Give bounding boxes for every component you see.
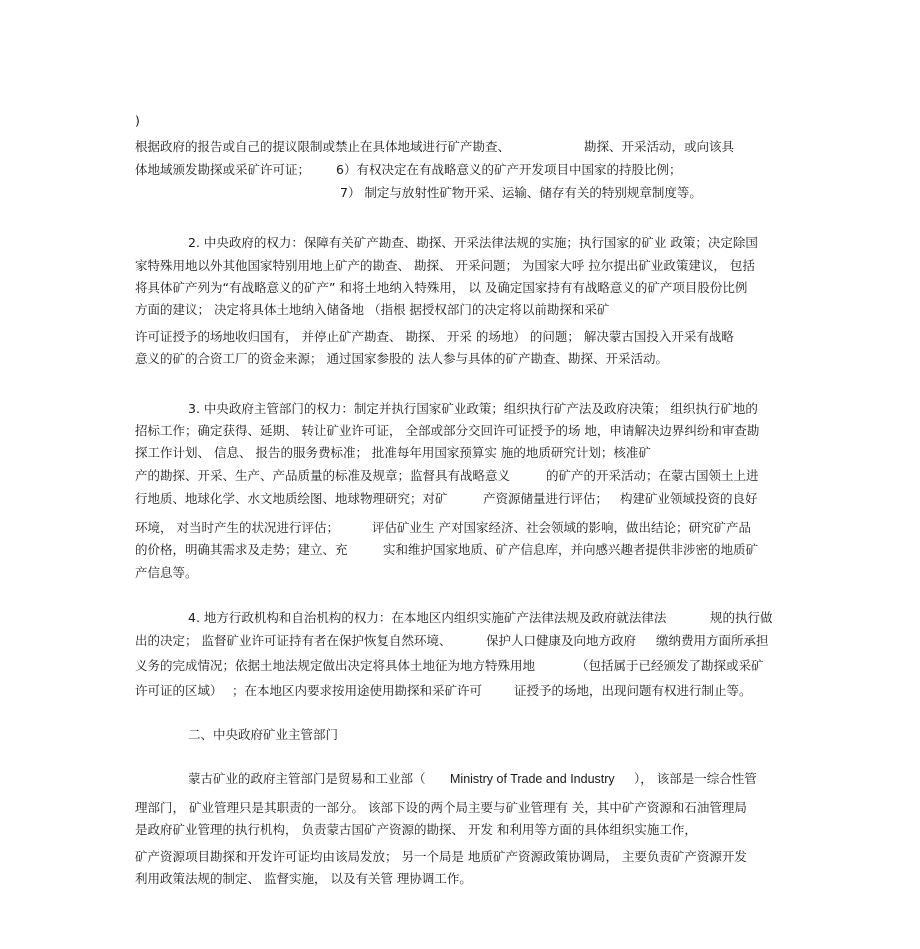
text-line: 行地质、地球化学、水文地质绘图、地球物理研究；对矿 — [135, 491, 448, 506]
text-line: 产资源储量进行评估； — [483, 491, 609, 506]
text-line: 理部门， 矿业管理只是其职责的一部分。 该部下设的两个局主要与矿业管理有 关，其中矿产资源和石油管理局 — [135, 800, 747, 815]
text-line: 许可证授予的场地收归国有， 并停止矿产勘查、 勘探、 开采 的场地） 的问题； 解决蒙古国投入开采有战略 — [135, 329, 734, 344]
text-line: 实和维护国家地质、矿产信息库，并向感兴趣者提供非涉密的地质矿 — [383, 542, 759, 557]
text-line: 规的执行做 — [710, 610, 773, 625]
text-line: ）， 该部是一综合性管 — [634, 771, 757, 786]
text-line: ) — [135, 113, 140, 128]
text-line: 7） 制定与放射性矿物开采、运输、储存有关的特别规章制度等。 — [340, 185, 702, 200]
text-line: 6）有权决定在有战略意义的矿产开发项目中国家的持股比例； — [336, 162, 682, 177]
text-line: ；在本地区内要求按用途使用勘探和采矿许可 — [232, 683, 483, 698]
paragraph-3-line: 3. 中央政府主管部门的权力：制定并执行国家矿业政策；组织执行矿产法及政府决策； 组织执行矿地的 — [188, 401, 758, 416]
text-line: 矿产资源项目勘探和开发许可证均由该局发放； 另一个局是 地质矿产资源政策协调局， 主要负责矿产资源开发 — [135, 849, 747, 864]
text-line: 义务的完成情况；依据土地法规定做出决定将具体土地征为地方特殊用地 — [135, 658, 536, 673]
text-line: （包括属于已经颁发了勘探或采矿 — [576, 658, 764, 673]
text-line: 保护人口健康及向地方政府 — [486, 633, 637, 648]
text-line: 产的勘探、开采、生产、产品质量的标准及规章；监督具有战略意义 — [135, 468, 511, 483]
text-line: 评估矿业生 产对国家经济、社会领域的影响，做出结论；研究矿产品 — [372, 520, 751, 535]
text-line: 出的决定； 监督矿业许可证持有者在保护恢复自然环境、 — [135, 633, 452, 648]
paragraph-4-line: 4. 地方行政机构和自治机构的权力：在本地区内组织实施矿产法律法规及政府就法律法 — [188, 610, 667, 625]
text-line: 的价格，明确其需求及走势；建立、充 — [135, 542, 348, 557]
text-line: 根据政府的报告或自己的提议限制或禁止在具体地域进行矿产勘查、 — [135, 139, 511, 154]
paragraph-2-line: 2. 中央政府的权力：保障有关矿产勘查、勘探、开采法律法规的实施；执行国家的矿业 政策；决定除国 — [188, 235, 758, 250]
text-line: 家特殊用地以外其他国家特别用地上矿产的勘查、 勘探、 开采问题； 为国家大呼 拉尔提出矿业政策建议， 包括 — [135, 258, 755, 273]
section-heading: 二、中央政府矿业主管部门 — [188, 727, 339, 742]
text-line: 招标工作；确定获得、延期、 转让矿业许可证， 全部或部分交回许可证授予的场 地，申请解决边界纠纷和审查勘 — [135, 423, 760, 438]
text-line: 的矿产的开采活动；在蒙古国领土上进 — [546, 468, 759, 483]
ministry-name: Ministry of Trade and Industry — [450, 772, 615, 786]
text-line: 体地域颁发勘探或采矿许可证； — [135, 162, 311, 177]
paragraph-5-line: 蒙古矿业的政府主管部门是贸易和工业部（ — [188, 771, 426, 786]
text-line: 方面的建议； 决定将具体土地纳入储备地 （指根 据授权部门的决定将以前勘探和采矿 — [135, 302, 610, 317]
text-line: 是政府矿业管理的执行机构， 负责蒙古国矿产资源的勘探、 开发 和利用等方面的具体组织实施工作， — [135, 822, 697, 837]
text-line: 利用政策法规的制定、 监督实施， 以及有关管 理协调工作。 — [135, 871, 472, 886]
text-line: 勘探、开采活动，或向该具 — [584, 139, 735, 154]
text-line: 环境， 对当时产生的状况进行评估； — [135, 520, 339, 535]
text-line: 产信息等。 — [135, 565, 198, 580]
text-line: 证授予的场地，出现问题有权进行制止等。 — [514, 683, 752, 698]
text-line: 将具体矿产列为“有战略意义的矿产” 和将土地纳入特殊用， 以 及确定国家持有有战略意义的矿产项目股份比例 — [135, 280, 748, 295]
text-line: 意义的矿的合资工厂的资金来源； 通过国家参股的 法人参与具体的矿产勘查、勘探、开采活动。 — [135, 351, 668, 366]
text-line: 探工作计划、 信息、 报告的服务费标准； 批准每年用国家预算实 施的地质研究计划；核准矿 — [135, 445, 651, 460]
text-line: 许可证的区域） — [135, 683, 223, 698]
text-line: 缴纳费用方面所承担 — [656, 633, 769, 648]
text-line: 构建矿业领域投资的良好 — [620, 491, 758, 506]
